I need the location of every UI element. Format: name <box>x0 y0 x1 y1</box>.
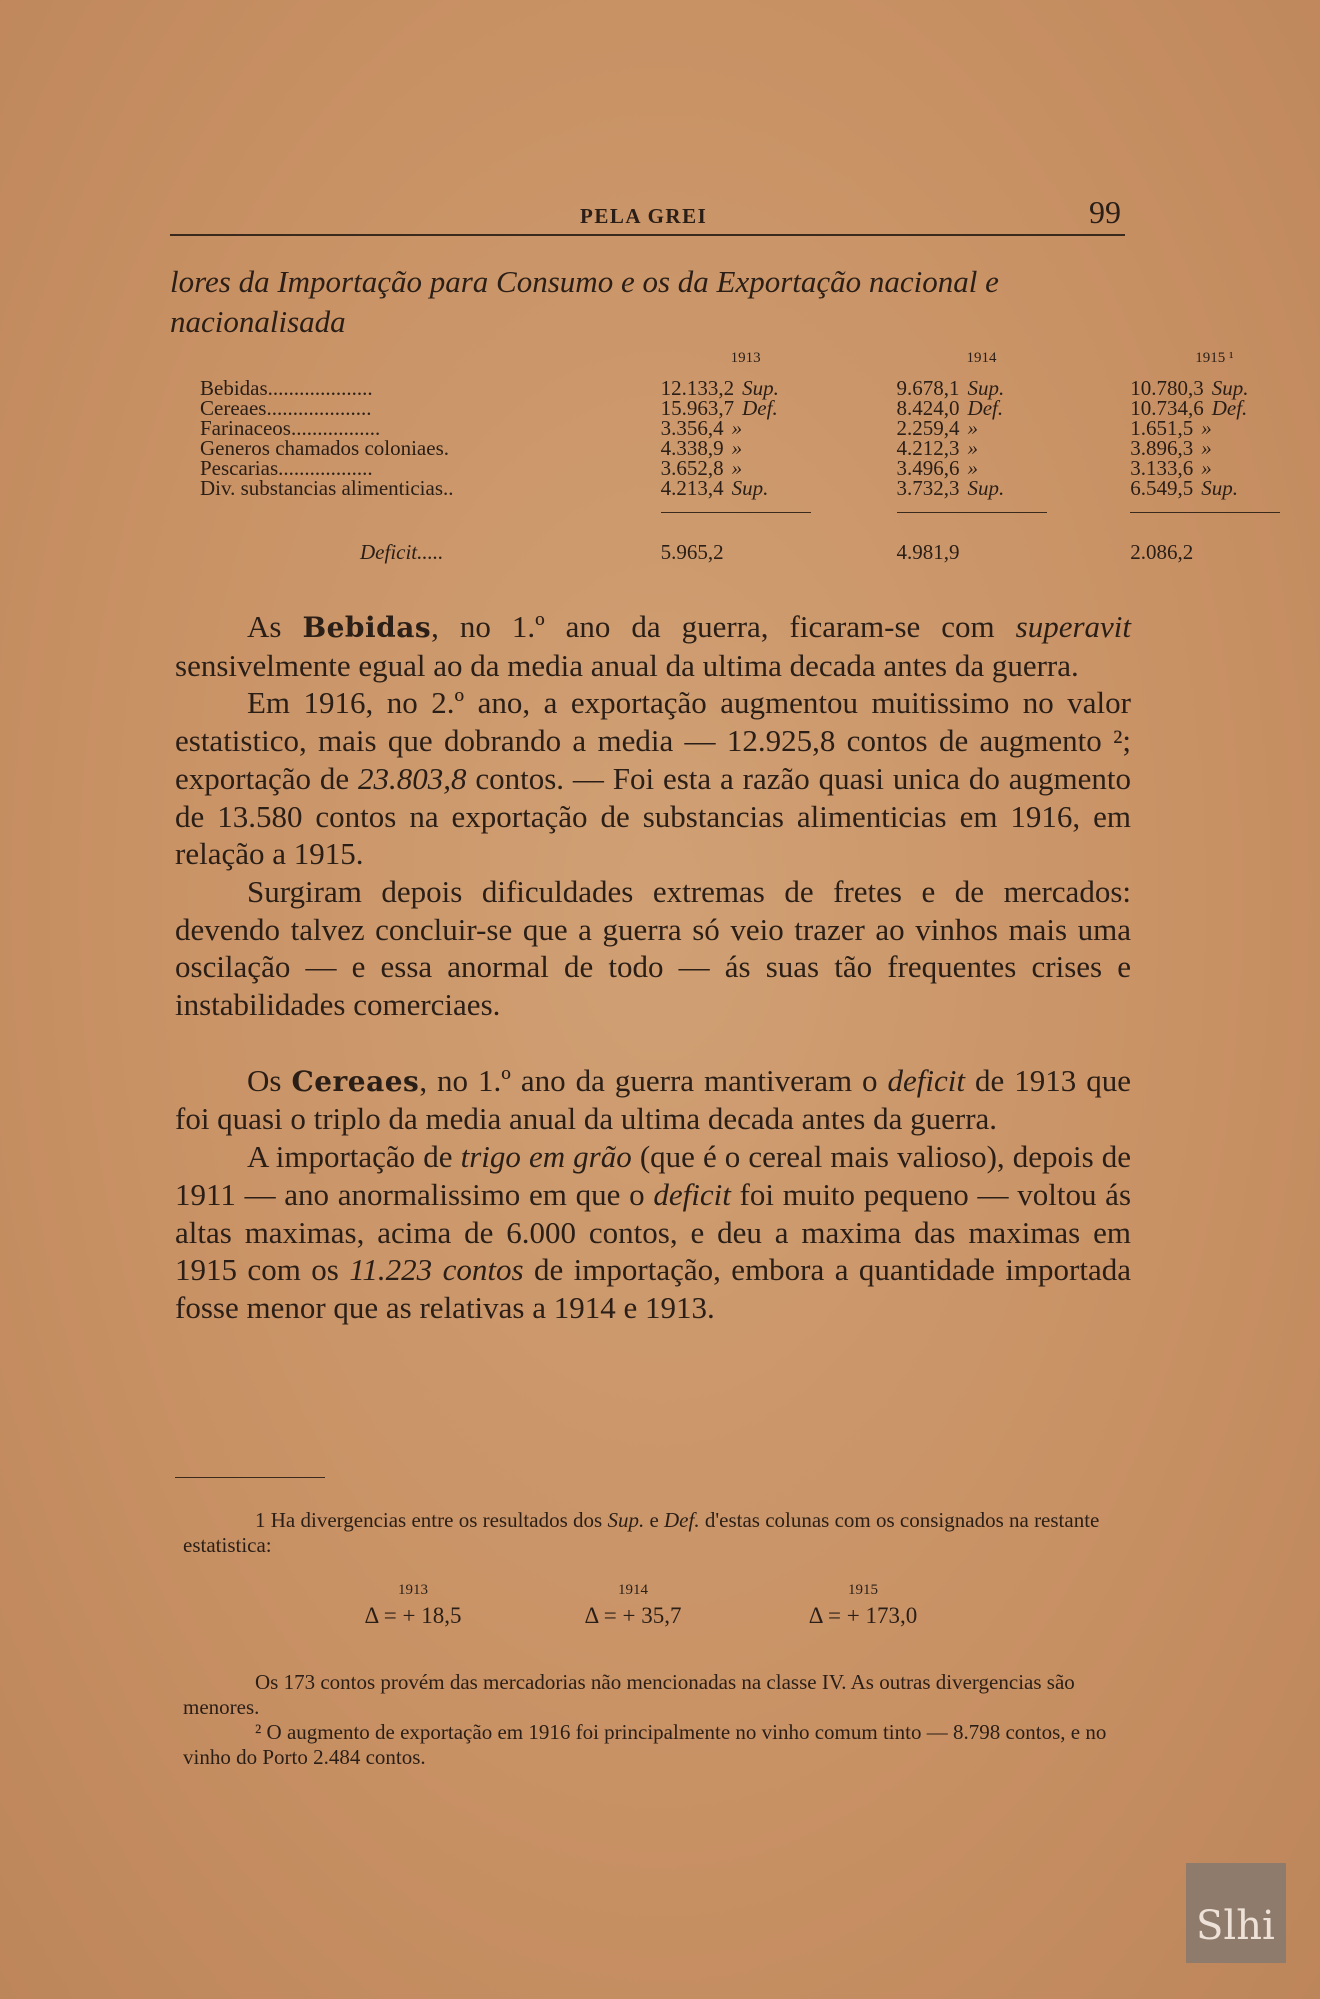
footnote-2: ² O augmento de exportação em 1916 foi principalmente no vinho comum tinto — 8.798 contos, e no vinho do Porto 2.484 contos. <box>183 1720 1107 1769</box>
delta-1913 <box>353 1580 473 1632</box>
cell-mark: » <box>967 416 979 440</box>
text-run: d'estas colunas com os consignados na restante estatistica: <box>183 1508 1100 1557</box>
table-intro: lores da Importação para Consumo e os da Exportação nacional e nacionalisada <box>170 264 999 339</box>
delta-year: 1915 <box>848 1582 878 1598</box>
row-label: Cereaes.................... <box>200 396 372 420</box>
cell-value: 10.734,6 <box>1130 396 1204 420</box>
logo-text: Slhi <box>1196 1903 1275 1949</box>
cell-value: 3.652,8 <box>660 456 724 480</box>
delta-1914 <box>573 1580 693 1632</box>
paragraph <box>175 608 1131 684</box>
row-label: Farinaceos................. <box>200 416 381 440</box>
page-number: 99 <box>1089 194 1121 230</box>
emphasis: Sup. <box>607 1508 645 1532</box>
deficit-value: 2.086,2 <box>1130 540 1194 564</box>
text-run: de importação, embora a quantidade importada fosse menor que as relativas a 1914 e 1913. <box>175 1252 1131 1325</box>
cell-value: 3.133,6 <box>1130 456 1194 480</box>
table-header-row <box>200 348 1320 378</box>
term-cereaes: Cereaes <box>291 1064 420 1098</box>
table-row <box>200 418 1320 438</box>
text-run: 1 Ha divergencias entre os resultados dos <box>255 1508 608 1532</box>
text-run: , no 1.º ano da guerra mantiveram o <box>419 1062 888 1098</box>
deficit-label: Deficit..... <box>360 540 444 564</box>
cell-mark: Sup. <box>967 376 1005 400</box>
cell-mark: » <box>967 436 979 460</box>
sum-rule <box>1130 512 1280 513</box>
text-run: contos. — Foi esta a razão quasi unica do augmento de 13.580 contos na exportação de substancias alimenticias em 1916, em relação a 1915. <box>175 760 1131 872</box>
library-logo <box>1186 1863 1286 1963</box>
deficit-row <box>200 518 1320 562</box>
year-1915: 1915 ¹ <box>1195 350 1234 366</box>
footnote-1 <box>183 1508 1133 1558</box>
text-run: sensivelmente egual ao da media anual da ultima decada antes da guerra. <box>175 647 1079 683</box>
running-head: PELA GREI <box>580 204 708 228</box>
footnotes <box>183 1508 1133 1770</box>
cell-mark: » <box>731 436 743 460</box>
table-row <box>200 478 1320 498</box>
cell-value: 2.259,4 <box>896 416 960 440</box>
cell-value: 10.780,3 <box>1130 376 1204 400</box>
row-label: Bebidas.................... <box>200 376 373 400</box>
text-run: Os <box>247 1062 292 1098</box>
cell-value: 3.356,4 <box>660 416 724 440</box>
sum-rule <box>661 512 811 513</box>
cell-value: 8.424,0 <box>896 396 960 420</box>
cell-mark: » <box>1201 416 1212 440</box>
year-1913: 1913 <box>730 350 761 366</box>
delta-1915 <box>793 1580 933 1632</box>
cell-value: 1.651,5 <box>1130 416 1194 440</box>
emphasis: trigo em grão <box>460 1139 632 1175</box>
cell-value: 9.678,1 <box>896 376 960 400</box>
cell-value: 12.133,2 <box>660 376 735 400</box>
cell-mark: » <box>731 456 743 480</box>
cell-value: 3.896,3 <box>1130 436 1194 460</box>
cell-value: 3.732,3 <box>896 476 960 500</box>
text-run: Em 1916, no 2.º ano, a exportação augmentou muitissimo no valor estatistico, mais que dobrando a media — 12.925,8 contos de augmento ²; exportação de <box>175 685 1131 796</box>
paragraph <box>175 684 1131 873</box>
emphasis: 23.803,8 <box>357 760 467 796</box>
footnote-rule <box>175 1477 325 1478</box>
cell-mark: » <box>1201 436 1212 460</box>
cell-value: 4.338,9 <box>660 436 724 460</box>
statistics-table <box>200 348 1320 562</box>
text-run: A importação de <box>247 1139 461 1175</box>
delta-value: Δ = + 18,5 <box>364 1603 462 1628</box>
cell-mark: Sup. <box>731 476 769 500</box>
row-label: Generos chamados coloniaes. <box>200 436 449 460</box>
deficit-value: 4.981,9 <box>896 540 960 564</box>
row-label: Pescarias.................. <box>200 456 373 480</box>
emphasis: superavit <box>1015 609 1132 644</box>
delta-row <box>183 1580 1133 1652</box>
cell-mark: Sup. <box>742 376 779 400</box>
cell-mark: Sup. <box>1201 476 1238 500</box>
delta-year: 1914 <box>618 1582 648 1598</box>
emphasis: 11.223 contos <box>349 1252 524 1288</box>
cell-mark: Def. <box>1211 396 1248 420</box>
cell-value: 4.213,4 <box>660 476 724 500</box>
paragraph: Surgiram depois dificuldades extremas de fretes e de mercados: devendo talvez concluir-se que a guerra só veio trazer ao vinhos mais uma oscilação — e essa anormal de todo — ás suas tão frequentes crises e instabilidades comerciaes. <box>175 873 1131 1023</box>
cell-mark: » <box>967 456 979 480</box>
cell-mark: Def. <box>742 396 778 420</box>
sum-rule <box>897 512 1047 513</box>
text-run: e <box>644 1508 665 1532</box>
emphasis: Def. <box>664 1508 700 1532</box>
body-text <box>175 608 1131 1327</box>
paragraph <box>175 1138 1131 1327</box>
row-label: Div. substancias alimenticias.. <box>200 476 454 500</box>
cell-mark: Sup. <box>967 476 1005 500</box>
year-1914: 1914 <box>966 350 997 366</box>
page-header <box>170 194 1125 236</box>
text-run: , no 1.º ano da guerra, ficaram-se com <box>431 609 1016 644</box>
cell-mark: Def. <box>967 396 1004 420</box>
footnote-1-continued: Os 173 contos provém das mercadorias não mencionadas na classe IV. As outras divergencias são menores. <box>183 1670 1075 1719</box>
delta-year: 1913 <box>398 1582 428 1598</box>
delta-value: Δ = + 173,0 <box>808 1603 918 1628</box>
text-run: foi muito pequeno — voltou ás altas maximas, acima de 6.000 contos, e deu a maxima das maximas em 1915 com os <box>175 1176 1132 1288</box>
table-row <box>200 398 1320 418</box>
deficit-value: 5.965,2 <box>660 540 724 564</box>
cell-mark: » <box>731 416 743 440</box>
text-run: (que é o cereal mais valioso), depois de 1911 — ano anormalissimo em que o <box>175 1139 1131 1212</box>
paragraph <box>175 1062 1131 1138</box>
table-rule-row <box>200 498 1320 518</box>
text-run: de 1913 que foi quasi o triplo da media anual da ultima decada antes da guerra. <box>175 1062 1131 1137</box>
emphasis: deficit <box>653 1176 731 1212</box>
cell-value: 3.496,6 <box>896 456 960 480</box>
cell-value: 15.963,7 <box>660 396 735 420</box>
term-bebidas: Bebidas <box>302 611 432 644</box>
cell-mark: » <box>1201 456 1212 480</box>
delta-value: Δ = + 35,7 <box>584 1603 682 1628</box>
table-row <box>200 438 1320 458</box>
cell-value: 4.212,3 <box>896 436 960 460</box>
emphasis: deficit <box>887 1062 966 1098</box>
cell-mark: Sup. <box>1211 376 1249 400</box>
text-run: As <box>247 609 303 644</box>
cell-value: 6.549,5 <box>1130 476 1194 500</box>
table-row <box>200 378 1320 398</box>
table-row <box>200 458 1320 478</box>
